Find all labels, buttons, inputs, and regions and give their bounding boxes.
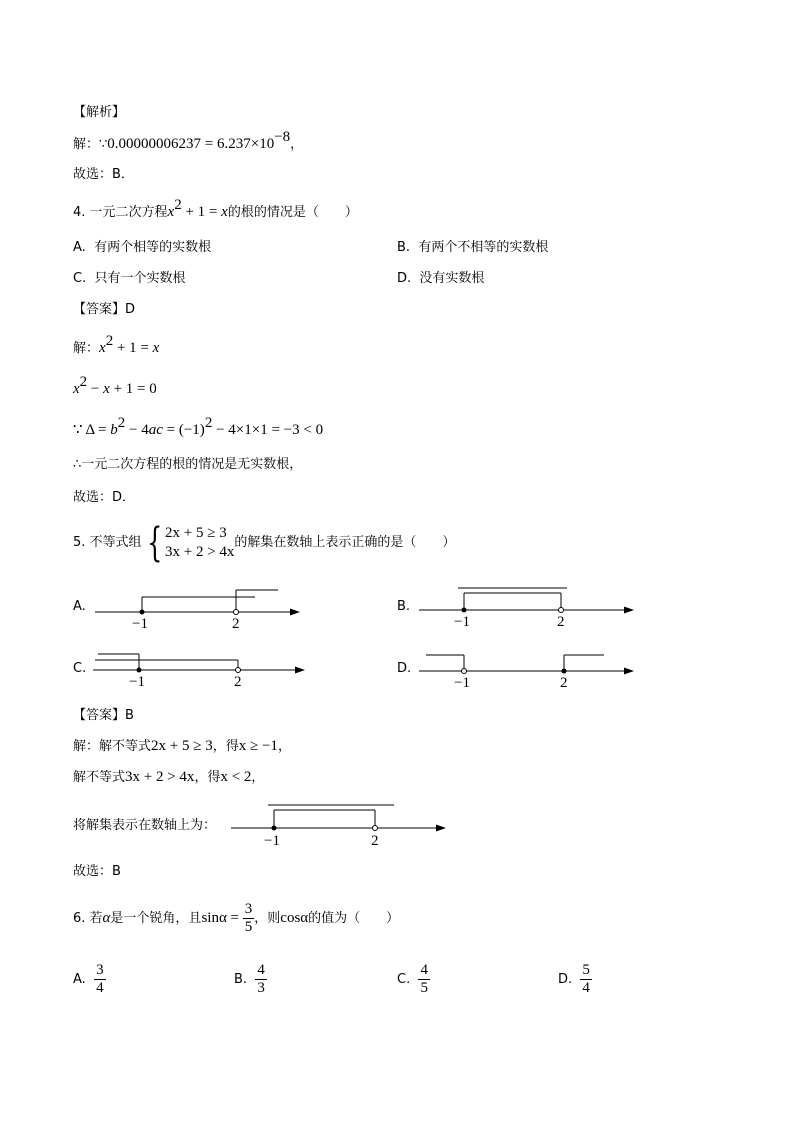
q4-stem-plus-one: + 1 =: [181, 204, 222, 220]
q4-sol3-exp: 2: [117, 415, 126, 431]
dot-minus1-solid: [137, 668, 142, 673]
q6-option-b-letter: B.: [234, 972, 248, 987]
q6-option-b-fraction: [255, 962, 267, 997]
q4-stem-var-x: x: [167, 204, 175, 220]
q6-option-d-num: 5: [582, 962, 590, 978]
q5-sol2-result: x < 2: [220, 769, 252, 785]
q4-solution-prefix: 解：: [73, 341, 100, 356]
q4-option-d-letter: D.: [397, 271, 412, 286]
q6-sin-denominator: 5: [244, 919, 253, 935]
q5-option-d-letter: D.: [397, 661, 412, 676]
q4-stem-prefix: 4. 一元二次方程: [73, 205, 168, 220]
q4-answer: 【答案】D: [73, 302, 136, 317]
q6-option-a-num: 3: [96, 962, 104, 978]
q5-sol1-end: ，: [277, 739, 291, 754]
q5-stem-prefix: 5. 不等式组: [73, 535, 142, 550]
q6-option-a-fraction: [94, 962, 106, 997]
q4-sol1-plus: + 1 =: [113, 340, 153, 356]
tick-label-minus1: −1: [132, 616, 148, 632]
q5-answer: 【答案】B: [73, 708, 134, 723]
q4-sol1-x2: x: [152, 340, 160, 356]
tick-label-minus1: −1: [264, 833, 280, 849]
dot-minus1-solid: [462, 608, 467, 613]
dot-2-open: [373, 826, 378, 831]
q3-solution-line: [73, 129, 304, 154]
q6-option-c-fraction: [418, 962, 430, 997]
tick-label-minus1: −1: [454, 614, 470, 630]
q6-sin-fraction: [243, 901, 255, 936]
q5-sol2-prefix: 解不等式: [73, 770, 126, 785]
q5-sol1-math: 2x + 5 ≥ 3: [151, 738, 213, 754]
q5-inequality-system: [142, 519, 235, 566]
q5-solution-line2: [73, 768, 264, 787]
q6-stem: [73, 898, 399, 939]
axis-arrow: [436, 825, 446, 832]
q5-sol2-mid: ，得: [194, 770, 221, 785]
axis-arrow: [624, 607, 634, 614]
tick-label-minus1: −1: [129, 674, 145, 690]
q4-option-a-letter: A.: [73, 240, 86, 255]
q6-cos-expr: cosα: [280, 910, 309, 926]
q5-option-d-numberline: [414, 646, 644, 692]
q5-choice: 故选：B: [73, 864, 121, 879]
q4-sol3-neg1: = (−1): [162, 422, 205, 438]
q4-solution-line2: [73, 374, 157, 399]
q6-alpha: α: [102, 910, 111, 926]
q4-sol1-x: x: [99, 340, 106, 356]
q6-option-d: [558, 962, 592, 998]
q3-analysis-heading: 【解析】: [73, 105, 126, 120]
q3-choice: 故选：B．: [73, 167, 134, 182]
q4-option-c: [73, 270, 186, 288]
q4-option-d: [397, 270, 484, 288]
q4-option-d-text: 没有实数根: [419, 271, 485, 286]
q3-solution-math: 0.00000006237 = 6.237×10: [107, 136, 275, 152]
axis-arrow: [295, 667, 305, 674]
axis-arrow: [624, 668, 634, 675]
q4-conclusion: ∴一元二次方程的根的情况是无实数根，: [73, 457, 303, 472]
dot-minus1-solid: [272, 826, 277, 831]
q6-option-c-num: 4: [420, 962, 428, 978]
q6-stem-mid2: ，则: [254, 911, 281, 926]
tick-label-2: 2: [232, 616, 240, 632]
q4-sol3-minus4: − 4: [125, 422, 149, 438]
tick-label-2: 2: [371, 833, 379, 849]
tick-label-2: 2: [557, 614, 565, 630]
q5-system-row1: 2x + 5 ≥ 3: [165, 524, 227, 541]
q4-sol3-ac: ac: [148, 422, 163, 438]
q4-sol2-minus: −: [87, 381, 104, 397]
q4-sol3-delta: ∵ Δ =: [73, 422, 111, 438]
q6-option-c-letter: C.: [397, 972, 411, 987]
q5-sol1-prefix: 解：解不等式: [73, 739, 152, 754]
q5-sol2-math: 3x + 2 > 4x: [125, 769, 195, 785]
q5-solution-line1: [73, 737, 291, 756]
q4-solution-line3: [73, 415, 324, 440]
q4-option-a: [73, 239, 211, 257]
q5-option-c-letter: C.: [73, 661, 87, 676]
q4-choice: 故选：D．: [73, 490, 136, 505]
q6-stem-mid1: 是一个锐角，且: [110, 911, 202, 926]
q4-sol2-x2: x: [103, 381, 110, 397]
q5-sol1-mid: ，得: [212, 739, 239, 754]
axis-arrow: [290, 609, 300, 616]
q4-option-b: [397, 239, 548, 257]
q6-option-b-den: 3: [257, 980, 265, 996]
q4-sol2-x: x: [73, 381, 80, 397]
q4-sol3-rest: − 4×1×1 = −3 < 0: [212, 422, 324, 438]
q6-option-c-den: 5: [420, 980, 428, 996]
q3-solution-suffix: ，: [290, 137, 304, 152]
q4-option-a-text: 有两个相等的实数根: [94, 240, 212, 255]
q5-system-row2: 3x + 2 > 4x: [165, 543, 235, 560]
dot-2-open: [559, 608, 564, 613]
q6-option-a: [73, 962, 106, 998]
q4-sol3-b: b: [110, 422, 118, 438]
q4-sol3-exp2: 2: [204, 415, 213, 431]
q5-solution-line3: 将解集表示在数轴上为：: [73, 818, 217, 833]
q6-option-d-fraction: [580, 962, 592, 997]
q6-sin-numerator: 3: [244, 901, 253, 917]
q6-option-a-letter: A.: [73, 972, 86, 987]
tick-label-2: 2: [560, 675, 568, 691]
q4-option-b-letter: B.: [397, 240, 411, 255]
q4-sol2-rest: + 1 = 0: [109, 381, 157, 397]
q5-option-a-numberline: [90, 584, 310, 630]
q4-stem-var-x2: x: [221, 204, 228, 220]
q4-sol1-exp: 2: [105, 333, 114, 349]
tick-label-minus1: −1: [454, 675, 470, 691]
q4-stem: [73, 197, 358, 222]
q6-sin-expr: sinα =: [201, 910, 243, 926]
q4-option-b-text: 有两个不相等的实数根: [418, 240, 549, 255]
q5-option-c-numberline: [90, 646, 315, 692]
q4-stem-suffix: 的根的情况是（ ）: [227, 205, 358, 220]
dot-minus1-open: [462, 669, 467, 674]
q4-option-c-text: 只有一个实数根: [94, 271, 186, 286]
dot-2-open: [236, 668, 241, 673]
q6-option-b: [234, 962, 267, 998]
q6-option-b-num: 4: [257, 962, 265, 978]
q5-stem-suffix: 的解集在数轴上表示正确的是（ ）: [234, 535, 456, 550]
q4-stem-exponent: 2: [174, 197, 182, 213]
q6-option-a-den: 4: [96, 980, 104, 996]
dot-minus1-solid: [140, 610, 145, 615]
q5-sol2-end: ，: [251, 770, 265, 785]
q5-stem: [73, 519, 456, 566]
q4-sol2-exp: 2: [79, 374, 88, 390]
q6-stem-prefix: 6. 若: [73, 911, 103, 926]
q3-solution-exponent: −8: [274, 129, 291, 145]
q6-option-d-den: 4: [582, 980, 590, 996]
q3-solution-prefix: 解：∵: [73, 137, 108, 152]
q4-option-c-letter: C.: [73, 271, 87, 286]
q5-solution-numberline: [226, 800, 456, 848]
q5-option-b-letter: B.: [397, 599, 411, 614]
dot-2-open: [234, 610, 239, 615]
q5-brace: {: [146, 519, 162, 566]
q4-solution-line1: [73, 333, 160, 358]
q5-option-b-numberline: [414, 584, 644, 630]
q5-option-a-letter: A.: [73, 599, 86, 614]
q6-option-c: [397, 962, 430, 998]
q6-stem-suffix: 的值为（ ）: [308, 911, 400, 926]
q6-option-d-letter: D.: [558, 972, 573, 987]
q5-sol1-result: x ≥ −1: [238, 738, 278, 754]
tick-label-2: 2: [234, 674, 242, 690]
dot-2-solid: [562, 669, 567, 674]
